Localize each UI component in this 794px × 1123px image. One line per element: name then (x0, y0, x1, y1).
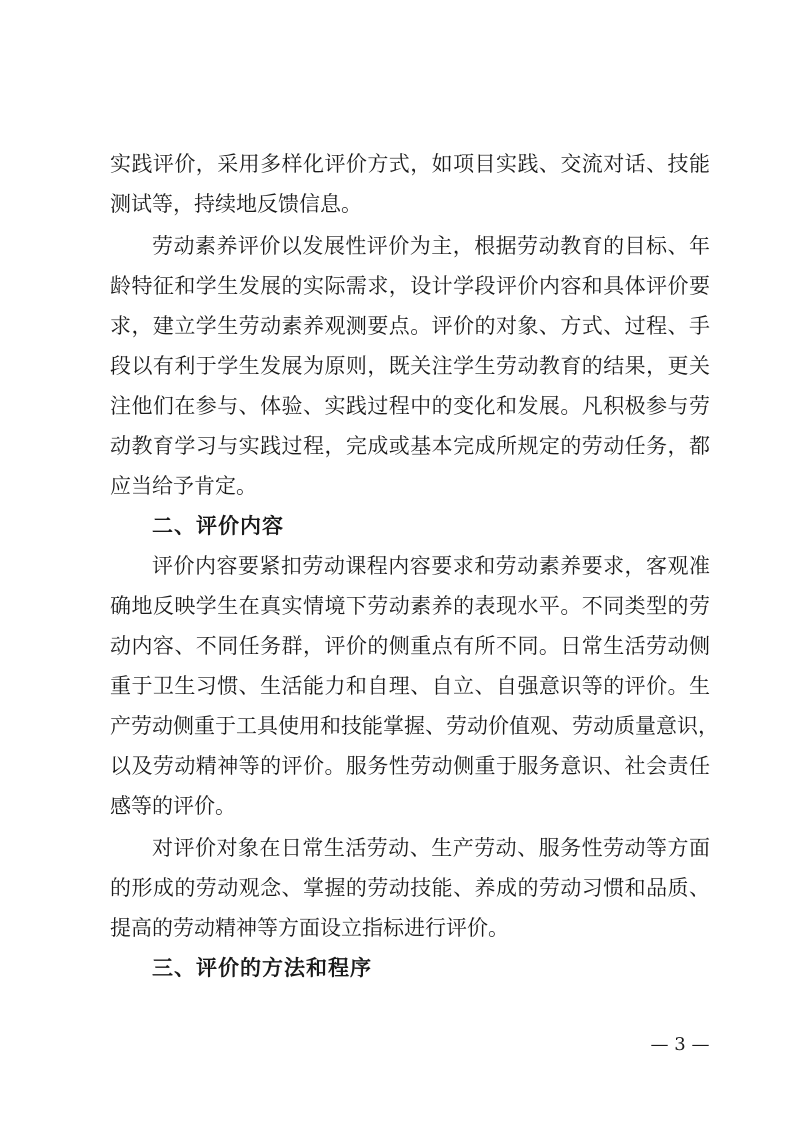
section-heading-content: 二、评价内容 (152, 514, 284, 538)
paragraph-4-line-1: 对评价对象在日常生活劳动、生产劳动、服务性劳动等方面 (152, 836, 710, 860)
paragraph-2-line-5: 注他们在参与、体验、实践过程中的变化和发展。凡积极参与劳 (110, 394, 710, 418)
paragraph-2-line-7: 应当给予肯定。 (110, 474, 257, 498)
paragraph-3-line-4: 重于卫生习惯、生活能力和自理、自立、自强意识等的评价。生 (110, 674, 710, 698)
paragraph-3-line-5: 产劳动侧重于工具使用和技能掌握、劳动价值观、劳动质量意识， (110, 714, 719, 738)
paragraph-3-line-7: 感等的评价。 (110, 794, 236, 818)
paragraph-3-line-6: 以及劳动精神等的评价。服务性劳动侧重于服务意识、社会责任 (110, 754, 710, 778)
paragraph-2-line-1: 劳动素养评价以发展性评价为主，根据劳动教育的目标、年 (152, 234, 710, 258)
paragraph-2-line-3: 求，建立学生劳动素养观测要点。评价的对象、方式、过程、手 (110, 314, 710, 338)
page-number: — 3 — (650, 1034, 710, 1055)
paragraph-3-line-2: 确地反映学生在真实情境下劳动素养的表现水平。不同类型的劳 (110, 594, 710, 618)
paragraph-1-line-1: 实践评价，采用多样化评价方式，如项目实践、交流对话、技能 (110, 152, 710, 176)
paragraph-1-line-2: 测试等，持续地反馈信息。 (110, 192, 362, 216)
paragraph-2-line-4: 段以有利于学生发展为原则，既关注学生劳动教育的结果，更关 (110, 354, 710, 378)
paragraph-4-line-2: 的形成的劳动观念、掌握的劳动技能、养成的劳动习惯和品质、 (110, 876, 710, 900)
paragraph-2-line-6: 动教育学习与实践过程，完成或基本完成所规定的劳动任务，都 (110, 434, 710, 458)
section-heading-method: 三、评价的方法和程序 (152, 956, 372, 980)
paragraph-3-line-1: 评价内容要紧扣劳动课程内容要求和劳动素养要求，客观准 (152, 554, 710, 578)
paragraph-3-line-3: 动内容、不同任务群，评价的侧重点有所不同。日常生活劳动侧 (110, 634, 710, 658)
paragraph-2-line-2: 龄特征和学生发展的实际需求，设计学段评价内容和具体评价要 (110, 274, 710, 298)
paragraph-4-line-3: 提高的劳动精神等方面设立指标进行评价。 (110, 916, 509, 940)
